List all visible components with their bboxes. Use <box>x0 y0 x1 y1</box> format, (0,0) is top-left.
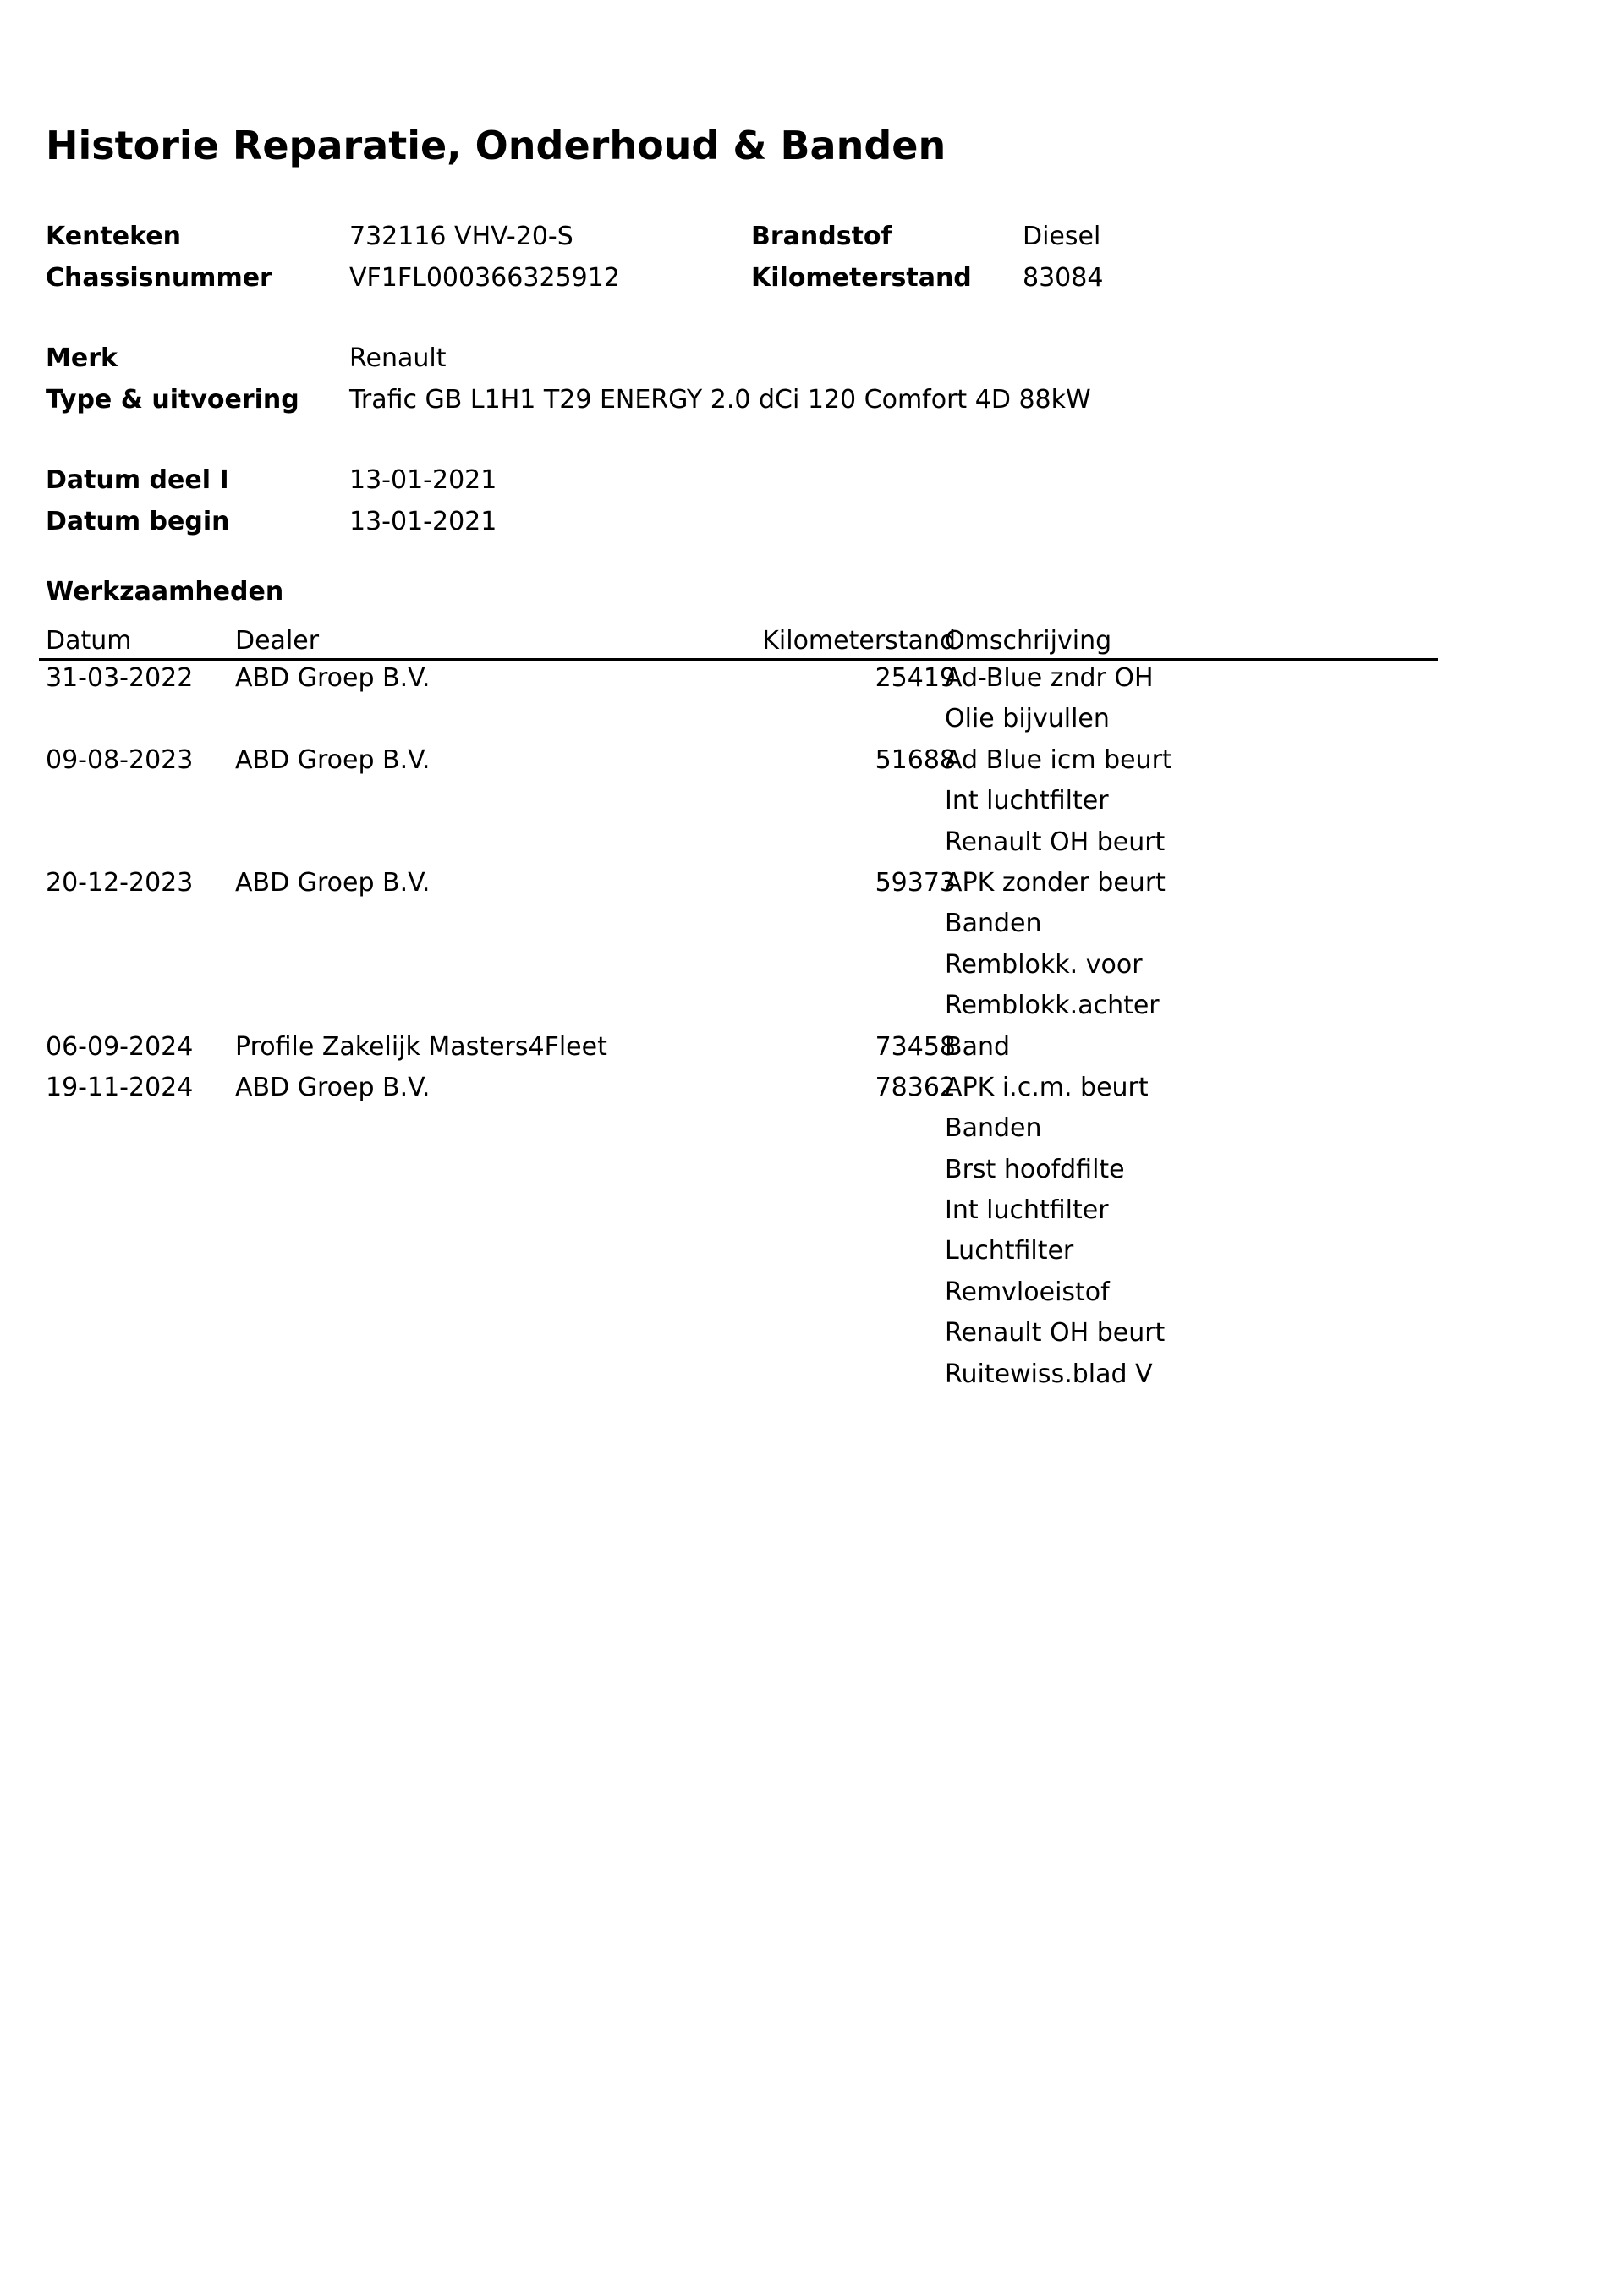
table-row <box>39 784 1438 825</box>
brandstof-label: Brandstof <box>751 222 892 251</box>
row-omschrijving: Olie bijvullen <box>945 704 1110 734</box>
header-omschrijving: Omschrijving <box>945 626 1112 656</box>
table-row <box>39 1030 1438 1071</box>
row-omschrijving: Brst hoofdfilte <box>945 1154 1125 1184</box>
table-row <box>39 702 1438 743</box>
row-kilometerstand: 25419 <box>875 663 956 693</box>
table-row <box>39 1358 1438 1398</box>
table-header <box>39 624 1438 661</box>
table-row <box>39 1276 1438 1316</box>
werkzaamheden-title: Werkzaamheden <box>46 577 284 607</box>
row-kilometerstand: 73458 <box>875 1031 956 1062</box>
row-omschrijving: Ad Blue icm beurt <box>945 744 1172 775</box>
page-title: Historie Reparatie, Onderhoud & Banden <box>46 123 946 168</box>
kenteken-label: Kenteken <box>46 222 181 251</box>
header-dealer: Dealer <box>235 626 320 656</box>
table-row <box>39 989 1438 1030</box>
datum-deel-label: Datum deel I <box>46 465 229 495</box>
row-omschrijving: Int luchtfilter <box>945 786 1109 816</box>
merk-value: Renault <box>349 343 447 373</box>
table-row <box>39 1316 1438 1357</box>
row-dealer: Profile Zakelijk Masters4Fleet <box>235 1031 607 1062</box>
row-omschrijving: Banden <box>945 1113 1042 1144</box>
table-row <box>39 1153 1438 1194</box>
kilometerstand-value: 83084 <box>1023 263 1104 293</box>
header-kilometerstand: Kilometerstand <box>762 626 956 656</box>
row-omschrijving: APK zonder beurt <box>945 867 1166 898</box>
table-row <box>39 826 1438 866</box>
row-omschrijving: APK i.c.m. beurt <box>945 1072 1149 1102</box>
table-row <box>39 744 1438 784</box>
row-omschrijving: Luchtfilter <box>945 1236 1074 1266</box>
type-value: Trafic GB L1H1 T29 ENERGY 2.0 dCi 120 Comfort 4D 88kW <box>349 385 1091 415</box>
type-label: Type & uitvoering <box>46 385 299 415</box>
row-omschrijving: Int luchtfilter <box>945 1195 1109 1226</box>
header-datum: Datum <box>46 626 132 656</box>
row-dealer: ABD Groep B.V. <box>235 1072 431 1102</box>
row-kilometerstand: 59373 <box>875 867 956 898</box>
row-omschrijving: Renault OH beurt <box>945 827 1166 857</box>
datum-begin-value: 13-01-2021 <box>349 507 497 536</box>
row-omschrijving: Renault OH beurt <box>945 1318 1166 1348</box>
chassis-value: VF1FL000366325912 <box>349 263 620 293</box>
table-body <box>39 662 1438 1398</box>
brandstof-value: Diesel <box>1023 222 1101 251</box>
row-omschrijving: Remvloeistof <box>945 1277 1110 1307</box>
row-omschrijving: Remblokk. voor <box>945 949 1143 980</box>
kilometerstand-label: Kilometerstand <box>751 263 972 293</box>
merk-label: Merk <box>46 343 118 373</box>
row-omschrijving: Ad-Blue zndr OH <box>945 663 1154 693</box>
table-row <box>39 866 1438 907</box>
row-dealer: ABD Groep B.V. <box>235 744 431 775</box>
werkzaamheden-table <box>39 624 1438 1398</box>
datum-begin-label: Datum begin <box>46 507 230 536</box>
table-row <box>39 907 1438 948</box>
row-omschrijving: Ruitewiss.blad V <box>945 1359 1153 1389</box>
row-omschrijving: Banden <box>945 909 1042 939</box>
row-datum: 31-03-2022 <box>46 663 194 693</box>
kenteken-value: 732116 VHV-20-S <box>349 222 573 251</box>
table-row <box>39 1112 1438 1152</box>
row-datum: 09-08-2023 <box>46 744 194 775</box>
row-kilometerstand: 51688 <box>875 744 956 775</box>
datum-deel-value: 13-01-2021 <box>349 465 497 495</box>
row-datum: 19-11-2024 <box>46 1072 194 1102</box>
table-row <box>39 1194 1438 1234</box>
row-dealer: ABD Groep B.V. <box>235 867 431 898</box>
table-row <box>39 948 1438 989</box>
table-row <box>39 662 1438 702</box>
row-dealer: ABD Groep B.V. <box>235 663 431 693</box>
row-omschrijving: Remblokk.achter <box>945 991 1160 1021</box>
row-datum: 06-09-2024 <box>46 1031 194 1062</box>
table-row <box>39 1234 1438 1275</box>
row-kilometerstand: 78362 <box>875 1072 956 1102</box>
table-row <box>39 1071 1438 1112</box>
row-omschrijving: Band <box>945 1031 1011 1062</box>
row-datum: 20-12-2023 <box>46 867 194 898</box>
chassis-label: Chassisnummer <box>46 263 272 293</box>
